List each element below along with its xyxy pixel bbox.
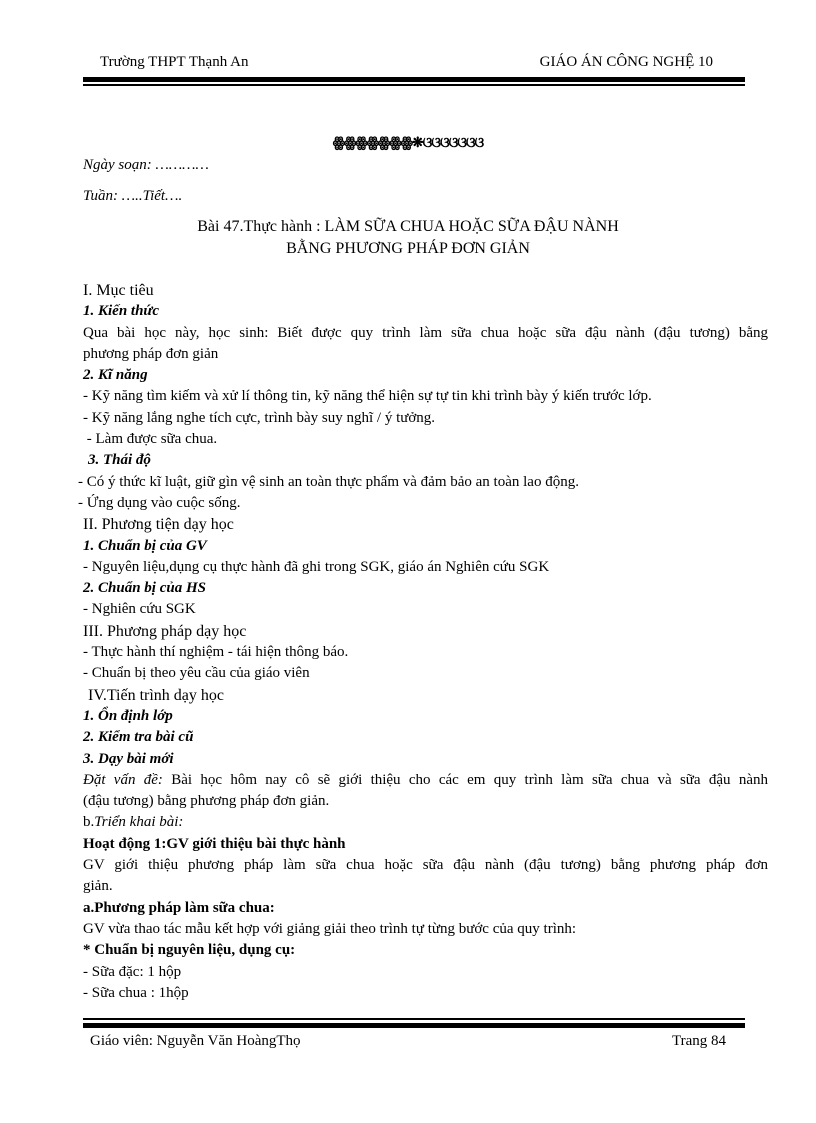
list-item: - Có ý thức kĩ luật, giữ gìn vệ sinh an toàn thực phẩm và đảm bảo an toàn lao động. bbox=[78, 473, 579, 490]
paragraph: GV giới thiệu phương pháp làm sữa chua hoặc sữa đậu nành (đậu tương) bằng phương pháp đơn bbox=[83, 857, 768, 874]
section-heading: II. Phương tiện dạy học bbox=[83, 516, 234, 534]
paragraph: phương pháp đơn giản bbox=[83, 345, 219, 362]
header-school: Trường THPT Thạnh An bbox=[100, 54, 249, 70]
paragraph bbox=[83, 812, 768, 833]
paragraph: (đậu tương) bằng phương pháp đơn giản. bbox=[83, 793, 330, 810]
date-field: Ngày soạn: ………… bbox=[83, 157, 209, 173]
lesson-subtitle: BẰNG PHƯƠNG PHÁP ĐƠN GIẢN bbox=[286, 240, 530, 257]
b-prefix: b. bbox=[83, 814, 95, 831]
section-heading: I. Mục tiêu bbox=[83, 282, 154, 299]
paragraph: GV vừa thao tác mẫu kết hợp với giảng giải theo trình tự từng bước của quy trình: bbox=[83, 920, 577, 937]
list-item: - Kỹ năng lắng nghe tích cực, trình bày suy nghĩ / ý tưởng. bbox=[83, 409, 436, 426]
list-item: - Nguyên liệu,dụng cụ thực hành đã ghi trong SGK, giáo án Nghiên cứu SGK bbox=[83, 558, 550, 575]
prep-heading: * Chuẩn bị nguyên liệu, dụng cụ: bbox=[83, 942, 296, 959]
footer-teacher: Giáo viên: Nguyễn Văn HoàngThọ bbox=[90, 1033, 301, 1049]
lesson-title: Bài 47.Thực hành : LÀM SỮA CHUA HOẶC SỮA ĐẬU NÀNH bbox=[197, 218, 619, 235]
ornament-divider: ꙮꙮꙮꙮꙮꙮꙮ❋ଓଓଓଓଓଓଓ bbox=[332, 136, 484, 151]
list-item: - Sữa đặc: 1 hộp bbox=[83, 963, 182, 980]
footer-page-number: Trang 84 bbox=[671, 1033, 726, 1049]
header-rule-thin bbox=[83, 84, 745, 86]
subsection-heading: 3. Thái độ bbox=[88, 452, 151, 469]
footer-rule bbox=[83, 1023, 745, 1028]
subsection-heading: 2. Chuẩn bị của HS bbox=[83, 580, 206, 597]
list-item: - Ứng dụng vào cuộc sống. bbox=[78, 494, 241, 511]
week-field: Tuần: …..Tiết…. bbox=[83, 188, 183, 204]
intro-text: Bài học hôm nay cô sẽ giới thiệu cho các em quy trình làm sữa chua và sữa đậu nành bbox=[162, 771, 769, 788]
subsection-heading: 1. Kiến thức bbox=[83, 303, 160, 320]
subsection-heading: 3. Dạy bài mới bbox=[83, 750, 174, 767]
footer-rule-thin bbox=[83, 1018, 745, 1020]
header-rule bbox=[83, 77, 745, 83]
method-heading: a.Phương pháp làm sữa chua: bbox=[83, 899, 275, 916]
subsection-heading: 1. Chuẩn bị của GV bbox=[83, 537, 207, 554]
b-label: Triển khai bài: bbox=[94, 814, 184, 831]
section-heading: IV.Tiến trình dạy học bbox=[88, 686, 224, 704]
list-item: - Chuẩn bị theo yêu cầu của giáo viên bbox=[83, 665, 310, 682]
subsection-heading: 2. Kiểm tra bài cũ bbox=[83, 729, 194, 746]
subsection-heading: 1. Ổn định lớp bbox=[83, 707, 173, 724]
list-item: - Thực hành thí nghiệm - tái hiện thông báo. bbox=[83, 644, 349, 661]
paragraph: giản. bbox=[83, 878, 113, 895]
section-heading: III. Phương pháp dạy học bbox=[83, 622, 247, 640]
intro-label: Đặt vấn đề: bbox=[83, 771, 163, 788]
activity-heading: Hoạt động 1:GV giới thiệu bài thực hành bbox=[83, 835, 346, 852]
list-item: - Kỹ năng tìm kiếm và xử lí thông tin, kỹ năng thể hiện sự tự tin khi trình bày ý kiến trước lớp. bbox=[83, 388, 652, 405]
paragraph bbox=[83, 770, 768, 791]
list-item: - Nghiên cứu SGK bbox=[83, 601, 196, 618]
subsection-heading: 2. Kĩ năng bbox=[83, 367, 148, 384]
header-subject: GIÁO ÁN CÔNG NGHỆ 10 bbox=[539, 54, 713, 70]
paragraph: Qua bài học này, học sinh: Biết được quy trình làm sữa chua hoặc sữa đậu nành (đậu tương) bằng bbox=[83, 324, 768, 341]
list-item: - Sữa chua : 1hộp bbox=[83, 984, 189, 1001]
list-item: - Làm được sữa chua. bbox=[83, 431, 218, 448]
lesson-body bbox=[78, 280, 769, 1004]
